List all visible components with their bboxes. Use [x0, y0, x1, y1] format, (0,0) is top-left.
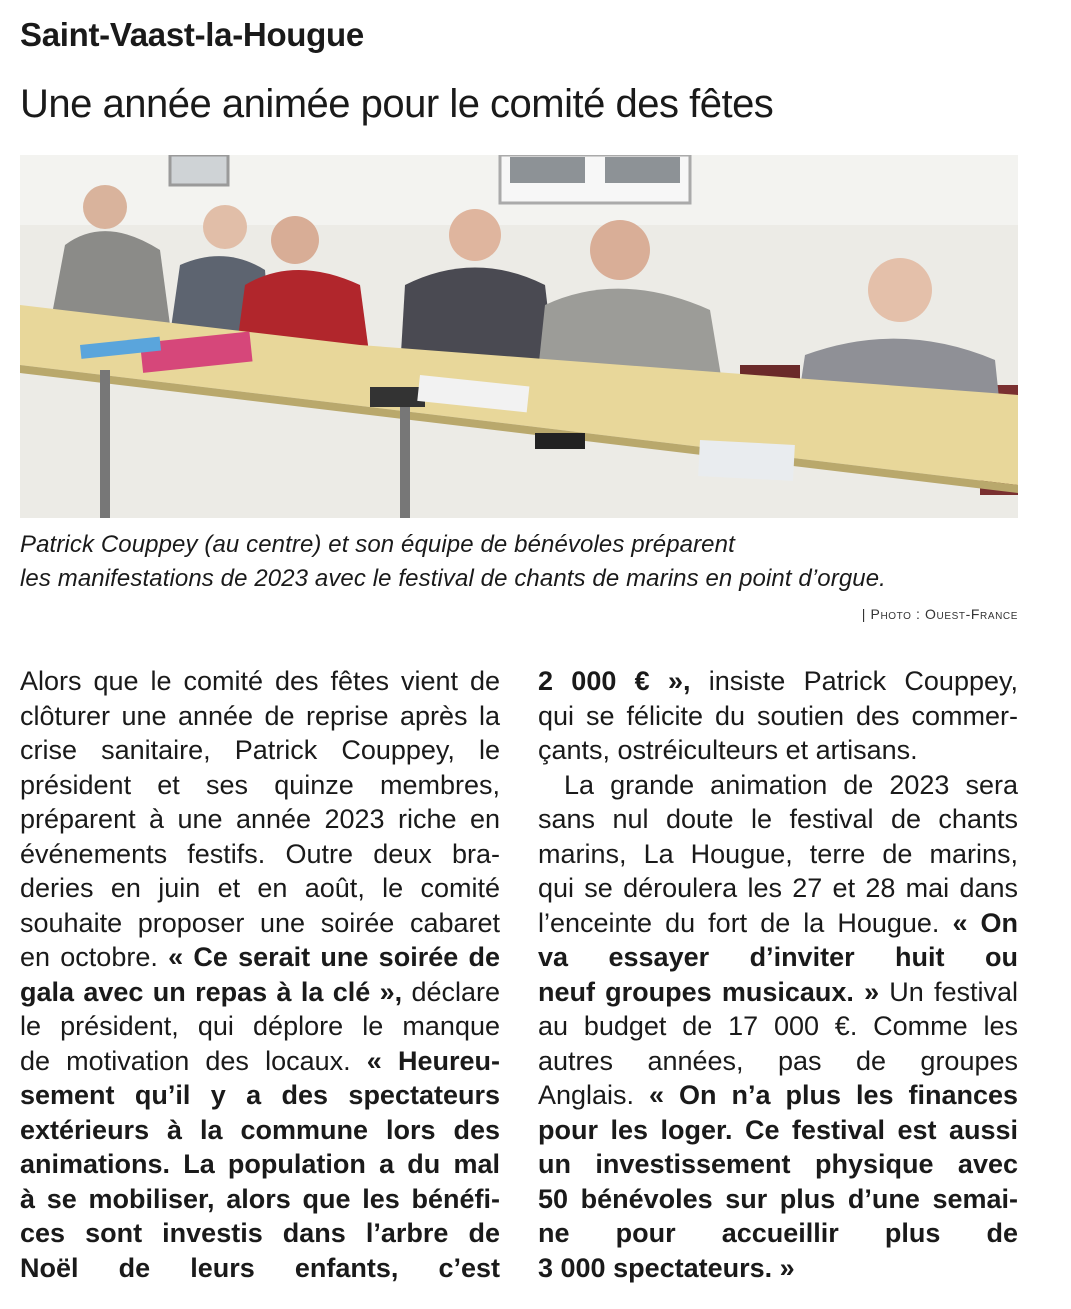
- text-line: [538, 975, 1018, 1010]
- quote-text: gala avec un repas à la clé »,: [20, 976, 412, 1007]
- text-line: [20, 906, 500, 941]
- text-line: [20, 699, 500, 734]
- quote-text: « Heureu-: [366, 1045, 500, 1076]
- body-text: de motivation des locaux.: [20, 1045, 367, 1076]
- quote-text: va essayer d’inviter huit ou: [538, 942, 1018, 972]
- body-text: deries en juin et en août, le comité: [20, 873, 500, 903]
- quote-text: sement qu’il y a des spectateurs: [20, 1080, 500, 1110]
- text-line: [20, 940, 500, 975]
- body-text: le président, qui déplore le manque: [20, 1011, 500, 1041]
- quote-text: « On: [952, 907, 1018, 938]
- text-line: [538, 1182, 1018, 1217]
- quote-text: 50 bénévoles sur plus d’une semai-: [538, 1183, 1018, 1214]
- text-line: [20, 1113, 500, 1148]
- text-line: [538, 664, 1018, 699]
- body-text: La grande animation de 2023 sera: [564, 769, 1018, 800]
- body-text: sans nul doute le festival de chants: [538, 804, 1018, 834]
- photo-credit: | Photo : Ouest-France: [861, 606, 1018, 622]
- quote-text: « Ce serait une soirée de: [168, 942, 500, 972]
- article-column-left: [20, 664, 500, 1285]
- body-text: Anglais.: [538, 1080, 650, 1110]
- text-line: [20, 1078, 500, 1113]
- quote-text: Noël de leurs enfants, c’est: [20, 1252, 500, 1283]
- quote-text: 3 000 spectateurs. »: [538, 1252, 795, 1283]
- quote-text: à se mobiliser, alors que les bénéfi-: [20, 1183, 500, 1214]
- text-line: [538, 1078, 1018, 1113]
- text-line: [20, 802, 500, 837]
- body-text: au budget de 17 000 €. Comme les: [538, 1011, 1018, 1041]
- location-heading: Saint-Vaast-la-Hougue: [20, 16, 364, 53]
- quote-text: ces sont investis dans l’arbre de: [20, 1218, 500, 1248]
- text-line: [538, 1113, 1018, 1148]
- text-line: [20, 733, 500, 768]
- text-line: [538, 1216, 1018, 1251]
- caption-line: Patrick Couppey (au centre) et son équipe de bénévoles préparent: [20, 531, 735, 558]
- body-text: président et ses quinze membres,: [20, 769, 500, 800]
- body-text: clôturer une année de reprise après la: [20, 700, 500, 731]
- text-line: [20, 871, 500, 906]
- text-line: [20, 664, 500, 699]
- quote-text: neuf groupes musicaux. »: [538, 976, 880, 1007]
- body-text: marins, La Hougue, terre de marins,: [538, 838, 1018, 869]
- body-text: qui se félicite du soutien des commer-: [538, 700, 1018, 731]
- body-text: déclare: [411, 976, 500, 1007]
- text-line: [538, 871, 1018, 906]
- quote-text: 2 000 € »,: [538, 666, 709, 696]
- text-line: [538, 906, 1018, 941]
- body-text: insiste Patrick Couppey,: [708, 666, 1018, 696]
- text-line: [20, 975, 500, 1010]
- text-line: [538, 1009, 1018, 1044]
- text-line: [20, 768, 500, 803]
- text-line: [20, 1147, 500, 1182]
- text-line: [20, 837, 500, 872]
- text-line: [538, 940, 1018, 975]
- body-text: souhaite proposer une soirée cabaret: [20, 907, 500, 938]
- text-line: [538, 1251, 1018, 1286]
- body-text: événements festifs. Outre deux bra-: [20, 838, 500, 869]
- text-line: [20, 1216, 500, 1251]
- body-text: autres années, pas de groupes: [538, 1045, 1018, 1076]
- text-line: [538, 1044, 1018, 1079]
- text-line: [20, 1009, 500, 1044]
- quote-text: pour les loger. Ce festival est aussi: [538, 1114, 1018, 1145]
- body-text: crise sanitaire, Patrick Couppey, le: [20, 735, 500, 765]
- text-line: [538, 802, 1018, 837]
- body-text: Alors que le comité des fêtes vient de: [20, 666, 500, 696]
- quote-text: ne pour accueillir plus de: [538, 1218, 1018, 1248]
- article-photo: [20, 155, 1018, 518]
- quote-text: « On n’a plus les finances: [649, 1080, 1018, 1110]
- caption-line: les manifestations de 2023 avec le festival de chants de marins en point d’orgue.: [20, 565, 886, 592]
- quote-text: extérieurs à la commune lors des: [20, 1114, 500, 1145]
- text-line: [538, 768, 1018, 803]
- photo-caption: [20, 528, 1020, 596]
- text-line: [20, 1251, 500, 1286]
- text-line: [20, 1182, 500, 1217]
- quote-text: animations. La population a du mal: [20, 1149, 500, 1179]
- body-text: Un festival: [879, 976, 1018, 1007]
- quote-text: un investissement physique avec: [538, 1149, 1018, 1179]
- text-line: [538, 699, 1018, 734]
- body-text: çants, ostréiculteurs et artisans.: [538, 735, 918, 765]
- body-text: en octobre.: [20, 942, 169, 972]
- text-line: [538, 1147, 1018, 1182]
- text-line: [538, 837, 1018, 872]
- body-text: qui se déroulera les 27 et 28 mai dans: [538, 873, 1018, 903]
- text-line: [20, 1044, 500, 1079]
- article-headline: Une année animée pour le comité des fêtes: [20, 82, 774, 126]
- body-text: préparent à une année 2023 riche en: [20, 804, 500, 834]
- body-text: l’enceinte du fort de la Hougue.: [538, 907, 953, 938]
- article-column-right: [538, 664, 1018, 1285]
- text-line: [538, 733, 1018, 768]
